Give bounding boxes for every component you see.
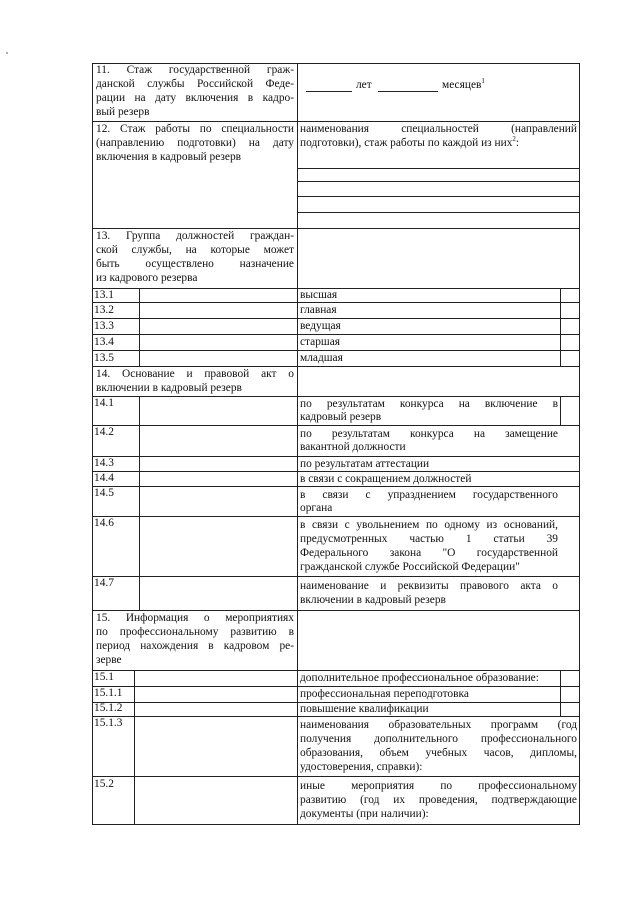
row13-5-checkbox[interactable] — [561, 351, 579, 365]
row13-4-label: старшая — [300, 336, 340, 348]
row12-line-2: (направлению подготовки) на дату — [96, 137, 294, 149]
row15-1-3-line-4: удостоверения, справки): — [300, 761, 423, 773]
months-label: месяцев$^1$ — [442, 77, 485, 91]
row13-2-checkbox[interactable] — [561, 303, 579, 317]
row15-1-2-number: 15.1.2 — [94, 702, 123, 714]
row15-line-4: зерве — [96, 654, 122, 666]
row15-2-number: 15.2 — [94, 778, 114, 790]
row15-1-2-checkbox[interactable] — [561, 703, 579, 716]
row13-line-1: 13. Группа должностей граждан- — [96, 230, 294, 242]
row15-1-3-line-1: наименования образовательных программ (год — [300, 719, 577, 731]
row14-7-number: 14.7 — [94, 577, 114, 589]
row12-line-1: 12. Стаж работы по специальности — [96, 123, 294, 135]
row15-1-1-number: 15.1.1 — [94, 687, 123, 699]
row14-7-line-2: включении в кадровый резерв — [300, 594, 446, 606]
row14-3-number: 14.3 — [94, 457, 114, 469]
row14-1-line-1: по результатам конкурса на включение в — [300, 398, 558, 410]
row14-4-number: 14.4 — [94, 472, 114, 484]
row13-4-checkbox[interactable] — [561, 335, 579, 349]
row13-line-2: ской службы, на которые может — [96, 244, 294, 256]
row14-2-line-2: вакантной должности — [300, 441, 406, 453]
row13-5-label: младшая — [300, 352, 343, 364]
row13-1-label: высшая — [300, 289, 338, 301]
row15-1-1-checkbox[interactable] — [561, 687, 579, 701]
row11-line-4: вый резерв — [96, 106, 150, 118]
row13-4-number: 13.4 — [94, 336, 114, 348]
footnote-2-marker: 2 — [512, 135, 516, 144]
row14-4-line-1: в связи с сокращением должностей — [300, 473, 472, 485]
row15-2-line-1: иные мероприятия по профессиональному — [300, 780, 577, 792]
row15-1-3-line-3: образования, объем учебных часов, дипломы, — [300, 747, 577, 759]
row14-line-2: включении в кадровый резерв — [96, 382, 242, 394]
row13-3-number: 13.3 — [94, 320, 114, 332]
row14-1-checkbox[interactable] — [561, 397, 579, 425]
row15-line-1: 15. Информация о мероприятиях — [96, 612, 294, 624]
row14-7-line-1: наименование и реквизиты правового акта о — [300, 580, 558, 592]
row14-5-line-1: в связи с упразднением государственного — [300, 489, 558, 501]
row13-3-label: ведущая — [300, 320, 341, 332]
row15-1-1-line-1: профессиональная переподготовка — [300, 688, 469, 700]
row11-line-3: рации на дату включения в кадро- — [96, 92, 294, 104]
row15-line-2: по профессиональному развитию в — [96, 626, 294, 638]
row14-5-line-2: органа — [300, 502, 333, 514]
row14-2-number: 14.2 — [94, 426, 114, 438]
row15-1-number: 15.1 — [94, 671, 114, 683]
row13-line-4: из кадрового резерва — [96, 272, 198, 284]
row14-6-line-3: Федерального закона "О государственной — [300, 547, 558, 559]
row14-1-line-2: кадровый резерв — [300, 411, 382, 423]
row15-1-3-line-2: получения дополнительного профессионального — [300, 733, 577, 745]
row14-3-line-1: по результатам аттестации — [300, 458, 430, 470]
row14-6-line-1: в связи с увольнением по одному из оснований, — [300, 519, 558, 531]
row12-right-line-1: наименования специальностей (направлений — [300, 123, 577, 135]
row13-3-checkbox[interactable] — [561, 319, 579, 333]
row15-line-3: период нахождения в кадровом ре- — [96, 640, 294, 652]
years-blank — [306, 82, 352, 92]
row14-1-number: 14.1 — [94, 397, 114, 409]
row14-2-line-1: по результатам конкурса на замещение — [300, 428, 558, 440]
row15-2-line-3: документы (при наличии): — [300, 808, 429, 820]
row13-2-number: 13.2 — [94, 304, 114, 316]
row14-line-1: 14. Основание и правовой акт о — [96, 368, 294, 380]
row11-line-1: 11. Стаж государственной граж- — [96, 64, 294, 76]
row14-6-line-2: предусмотренных частью 1 статьи 39 — [300, 533, 558, 545]
row13-2-label: главная — [300, 304, 337, 316]
row12-line-3: включения в кадровый резерв — [96, 151, 242, 163]
years-label: лет — [356, 79, 372, 91]
row14-6-line-4: гражданской службе Российской Федерации" — [300, 561, 520, 573]
months-blank — [378, 82, 438, 92]
row11-line-2: данской службы Российской Феде- — [96, 78, 294, 90]
row13-5-number: 13.5 — [94, 352, 114, 364]
row13-1-number: 13.1 — [94, 289, 114, 301]
row15-1-line-1: дополнительное профессиональное образование: — [300, 672, 539, 684]
row13-line-3: быть осуществлено назначение — [96, 258, 294, 270]
row15-2-line-2: развитию (год их проведения, подтверждающие — [300, 794, 577, 806]
row15-1-3-number: 15.1.3 — [94, 717, 123, 729]
row15-1-2-line-1: повышение квалификации — [300, 703, 429, 715]
row14-5-number: 14.5 — [94, 487, 114, 499]
row14-6-number: 14.6 — [94, 517, 114, 529]
row12-right-line-2: подготовки), стаж работы по каждой из них$^2$: — [300, 135, 520, 149]
row13-1-checkbox[interactable] — [561, 289, 579, 301]
footnote-1-marker: 1 — [481, 77, 485, 86]
